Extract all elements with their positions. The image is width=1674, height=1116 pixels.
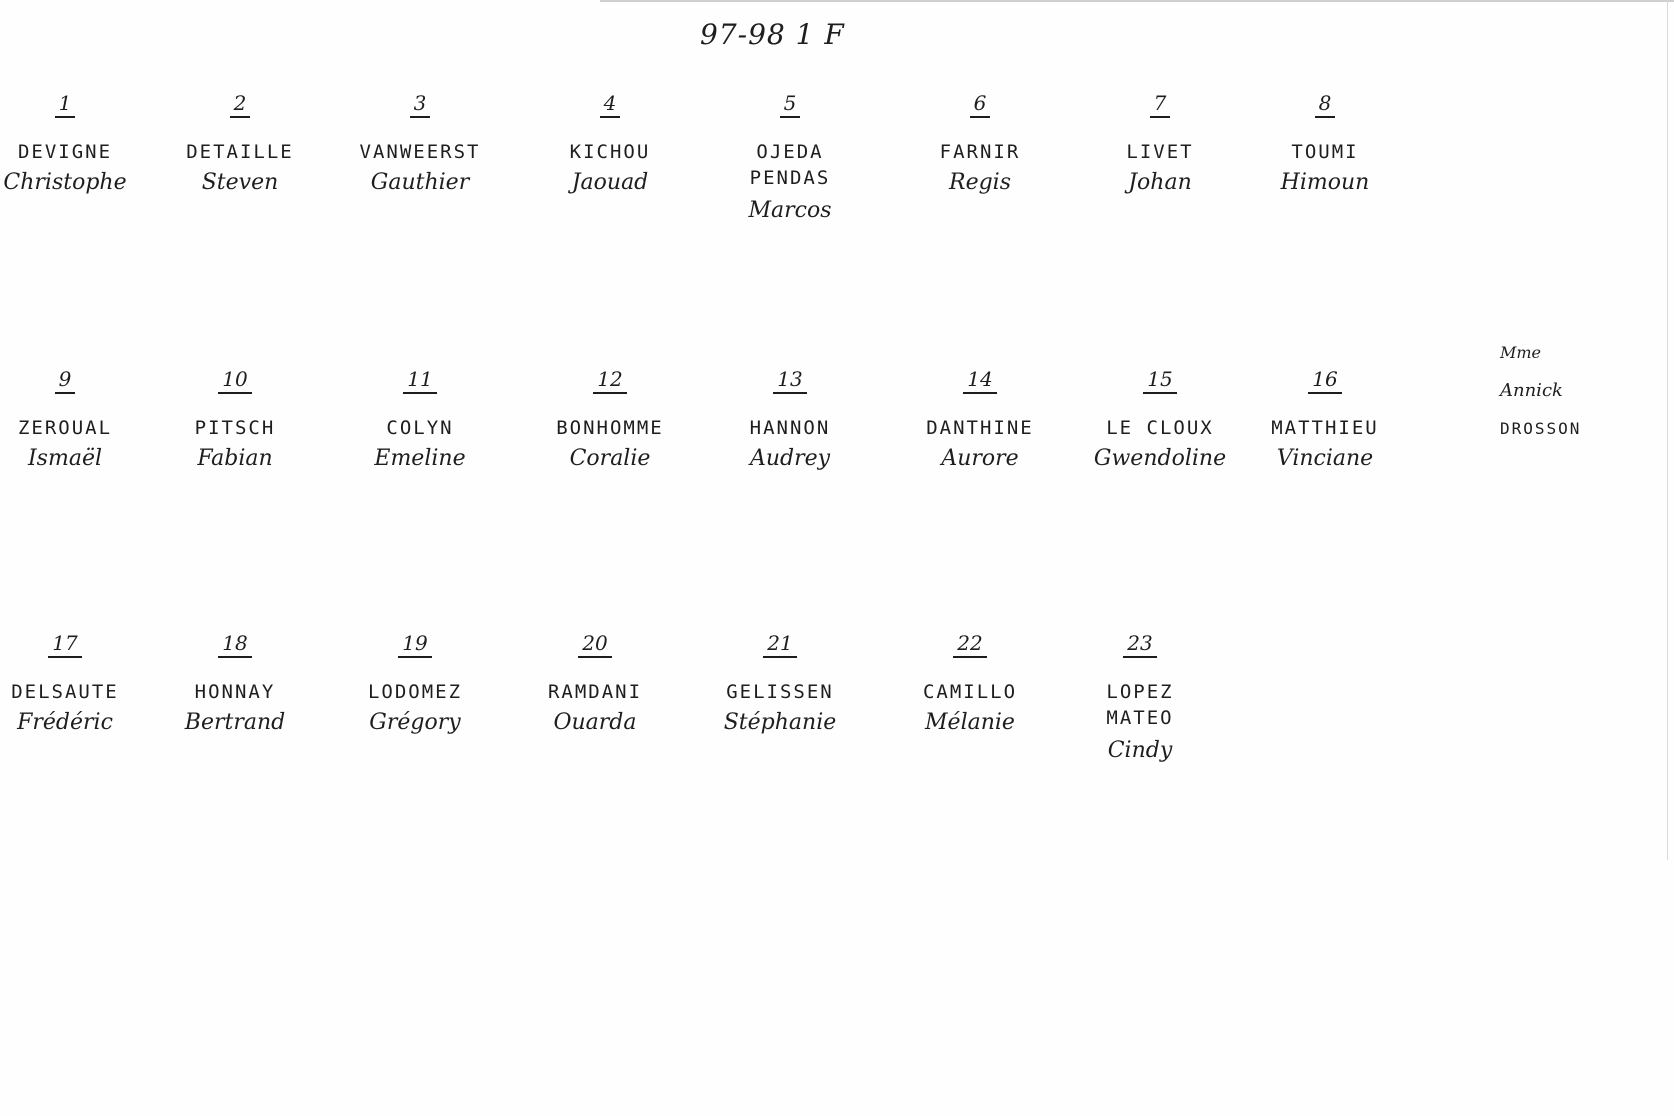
seat-number: 13 xyxy=(773,368,806,394)
student-seat xyxy=(520,632,670,742)
seat-number: 6 xyxy=(970,92,991,118)
student-seat xyxy=(345,92,495,202)
student-first-name: Steven xyxy=(201,170,279,195)
student-surname: FARNIR xyxy=(939,141,1021,163)
student-surname: DETAILLE xyxy=(186,141,294,163)
student-surname: LODOMEZ xyxy=(367,681,463,703)
student-surname: RAMDANI xyxy=(547,681,643,703)
student-first-name: Bertrand xyxy=(184,710,286,735)
student-first-name: Grégory xyxy=(369,710,461,735)
student-first-name: Emeline xyxy=(374,446,466,471)
seat-number: 5 xyxy=(780,92,801,118)
student-first-name: Cindy xyxy=(1107,738,1173,763)
student-surname: CAMILLO xyxy=(922,681,1018,703)
student-seat xyxy=(1250,92,1400,202)
seat-number: 1 xyxy=(55,92,76,118)
student-seat xyxy=(1085,368,1235,478)
seat-number: 20 xyxy=(578,632,611,658)
seat-number: 8 xyxy=(1315,92,1336,118)
student-first-name: Coralie xyxy=(569,446,651,471)
student-surname: LE CLOUX xyxy=(1106,417,1214,439)
student-seat xyxy=(705,632,855,742)
student-first-name: Johan xyxy=(1128,170,1192,195)
student-seat xyxy=(715,92,865,230)
seat-number: 12 xyxy=(593,368,626,394)
student-surname: KICHOU xyxy=(569,141,651,163)
student-surname: HANNON xyxy=(749,417,831,439)
student-surname: ZEROUAL xyxy=(17,417,113,439)
seat-number: 11 xyxy=(403,368,436,394)
student-first-name: Mélanie xyxy=(925,710,1015,735)
student-first-name: Christophe xyxy=(3,170,127,195)
seat-number: 23 xyxy=(1123,632,1156,658)
student-seat xyxy=(340,632,490,742)
student-surname: BONHOMME xyxy=(556,417,664,439)
student-first-name: Frédéric xyxy=(17,710,113,735)
teacher-last-name: DROSSON xyxy=(1500,419,1582,438)
seat-number: 14 xyxy=(963,368,996,394)
student-seat xyxy=(905,92,1055,202)
student-surname: TOUMI xyxy=(1291,141,1359,163)
student-first-name: Regis xyxy=(949,170,1011,195)
student-surname-second: PENDAS xyxy=(749,167,831,189)
student-first-name: Marcos xyxy=(748,198,832,223)
student-seat xyxy=(1085,92,1235,202)
teacher-name-block xyxy=(1500,334,1640,448)
student-seat xyxy=(160,368,310,478)
student-first-name: Gauthier xyxy=(370,170,470,195)
teacher-first-name: Annick xyxy=(1500,380,1563,401)
student-surname: DANTHINE xyxy=(926,417,1034,439)
student-seat xyxy=(905,368,1055,478)
student-seat xyxy=(160,632,310,742)
student-surname: HONNAY xyxy=(194,681,276,703)
seat-number: 4 xyxy=(600,92,621,118)
seat-number: 21 xyxy=(763,632,796,658)
seat-number: 3 xyxy=(410,92,431,118)
student-first-name: Vinciane xyxy=(1276,446,1374,471)
seat-number: 22 xyxy=(953,632,986,658)
student-seat xyxy=(345,368,495,478)
student-surname: DELSAUTE xyxy=(11,681,119,703)
student-first-name: Ouarda xyxy=(553,710,637,735)
class-title: 97-98 1 F xyxy=(700,18,845,51)
seat-number: 18 xyxy=(218,632,251,658)
student-surname: COLYN xyxy=(386,417,454,439)
student-first-name: Ismaël xyxy=(27,446,102,471)
teacher-title: Mme xyxy=(1500,343,1542,362)
student-seat xyxy=(1250,368,1400,478)
seat-number: 9 xyxy=(55,368,76,394)
student-surname-second: MATEO xyxy=(1106,707,1174,729)
student-first-name: Audrey xyxy=(749,446,831,471)
seat-number: 15 xyxy=(1143,368,1176,394)
student-surname: VANWEERST xyxy=(359,141,481,163)
student-surname: LIVET xyxy=(1126,141,1194,163)
student-first-name: Jaouad xyxy=(571,170,649,195)
student-surname: OJEDA xyxy=(756,141,824,163)
student-first-name: Fabian xyxy=(197,446,273,471)
student-surname: MATTHIEU xyxy=(1271,417,1379,439)
student-seat xyxy=(1065,632,1215,770)
seat-number: 16 xyxy=(1308,368,1341,394)
student-seat xyxy=(715,368,865,478)
scan-edge-top xyxy=(600,0,1674,2)
student-seat xyxy=(165,92,315,202)
seat-number: 17 xyxy=(48,632,81,658)
student-surname: LOPEZ xyxy=(1106,681,1174,703)
seat-number: 7 xyxy=(1150,92,1171,118)
student-seat xyxy=(0,632,140,742)
seat-number: 19 xyxy=(398,632,431,658)
student-seat xyxy=(0,92,140,202)
student-surname: GELISSEN xyxy=(726,681,834,703)
student-seat xyxy=(535,92,685,202)
student-first-name: Himoun xyxy=(1280,170,1370,195)
student-surname: DEVIGNE xyxy=(17,141,113,163)
student-seat xyxy=(535,368,685,478)
student-first-name: Aurore xyxy=(941,446,1019,471)
student-surname: PITSCH xyxy=(194,417,276,439)
seat-number: 2 xyxy=(230,92,251,118)
seat-number: 10 xyxy=(218,368,251,394)
student-seat xyxy=(895,632,1045,742)
student-first-name: Stéphanie xyxy=(723,710,837,735)
student-seat xyxy=(0,368,140,478)
student-first-name: Gwendoline xyxy=(1093,446,1227,471)
scan-edge-right xyxy=(1667,0,1668,860)
